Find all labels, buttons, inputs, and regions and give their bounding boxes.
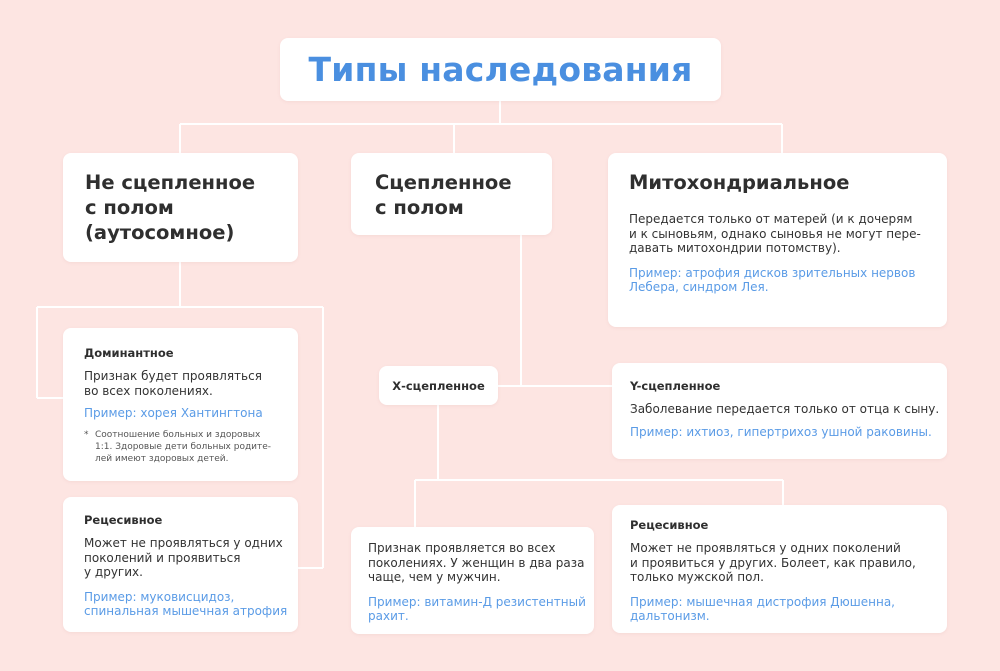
dominant-card [63,328,298,481]
recessive-title: Рецесивное [84,513,163,527]
dominant-title: Доминантное [84,346,174,360]
y-linked-text: Заболевание передается только от отца к сыну. [630,402,940,416]
note-asterisk: * [84,429,89,440]
x-recessive-example: Пример: мышечная дистрофия Дюшенна, дальтонизм. [630,594,895,623]
y-linked-example: Пример: ихтиоз, гипертрихоз ушной раковины. [630,424,932,439]
x-linked-card [379,366,498,405]
recessive-example: Пример: муковисцидоз, спинальная мышечная атрофия [84,589,288,618]
dominant-note-text: Соотношение больных и здоровых 1:1. Здоровые дети больных родите- лей имеют здоровых детей. [95,429,272,464]
mitochondrial-text: Передается только от матерей (и к дочерям и к сыновьям, однако сыновья не могут пере- давать митохондрии потомству). [629,212,921,255]
dominant-example: Пример: хорея Хантингтона [84,406,263,420]
sex-linked-title: Сцепленное с полом [375,171,512,219]
x-linked-label: Х-сцепленное [392,378,485,393]
x-dominant-example: Пример: витамин-Д резистентный рахит. [368,594,586,623]
mitochondrial-example: Пример: атрофия дисков зрительных нервов Лебера, синдром Лея. [629,265,916,294]
x-recessive-text: Может не проявляться у одних поколений и проявиться у других. Болеет, как правило, только мужской пол. [630,541,916,584]
x-dominant-text: Признак проявляется во всех поколениях. У женщин в два раза чаще, чем у мужчин. [368,541,585,584]
x-recessive-card [612,505,947,633]
dominant-note [84,429,298,465]
sex-linked-card [351,153,552,235]
mitochondrial-card [608,153,947,327]
y-linked-title: Y-сцепленное [630,379,721,393]
page-title: Типы наследования [308,50,693,89]
mitochondrial-title: Митохондриальное [629,171,850,194]
dominant-text: Признак будет проявляться во всех поколениях. [84,369,262,398]
x-recessive-title: Рецесивное [630,518,709,532]
autosomal-title: Не сцепленное с полом (аутосомное) [85,171,256,244]
title-card [280,38,721,101]
recessive-card [63,497,298,632]
autosomal-card [63,153,298,262]
y-linked-card [612,363,947,459]
recessive-text: Может не проявляться у одних поколений и проявиться у других. [84,536,283,579]
x-dominant-card [351,527,594,634]
